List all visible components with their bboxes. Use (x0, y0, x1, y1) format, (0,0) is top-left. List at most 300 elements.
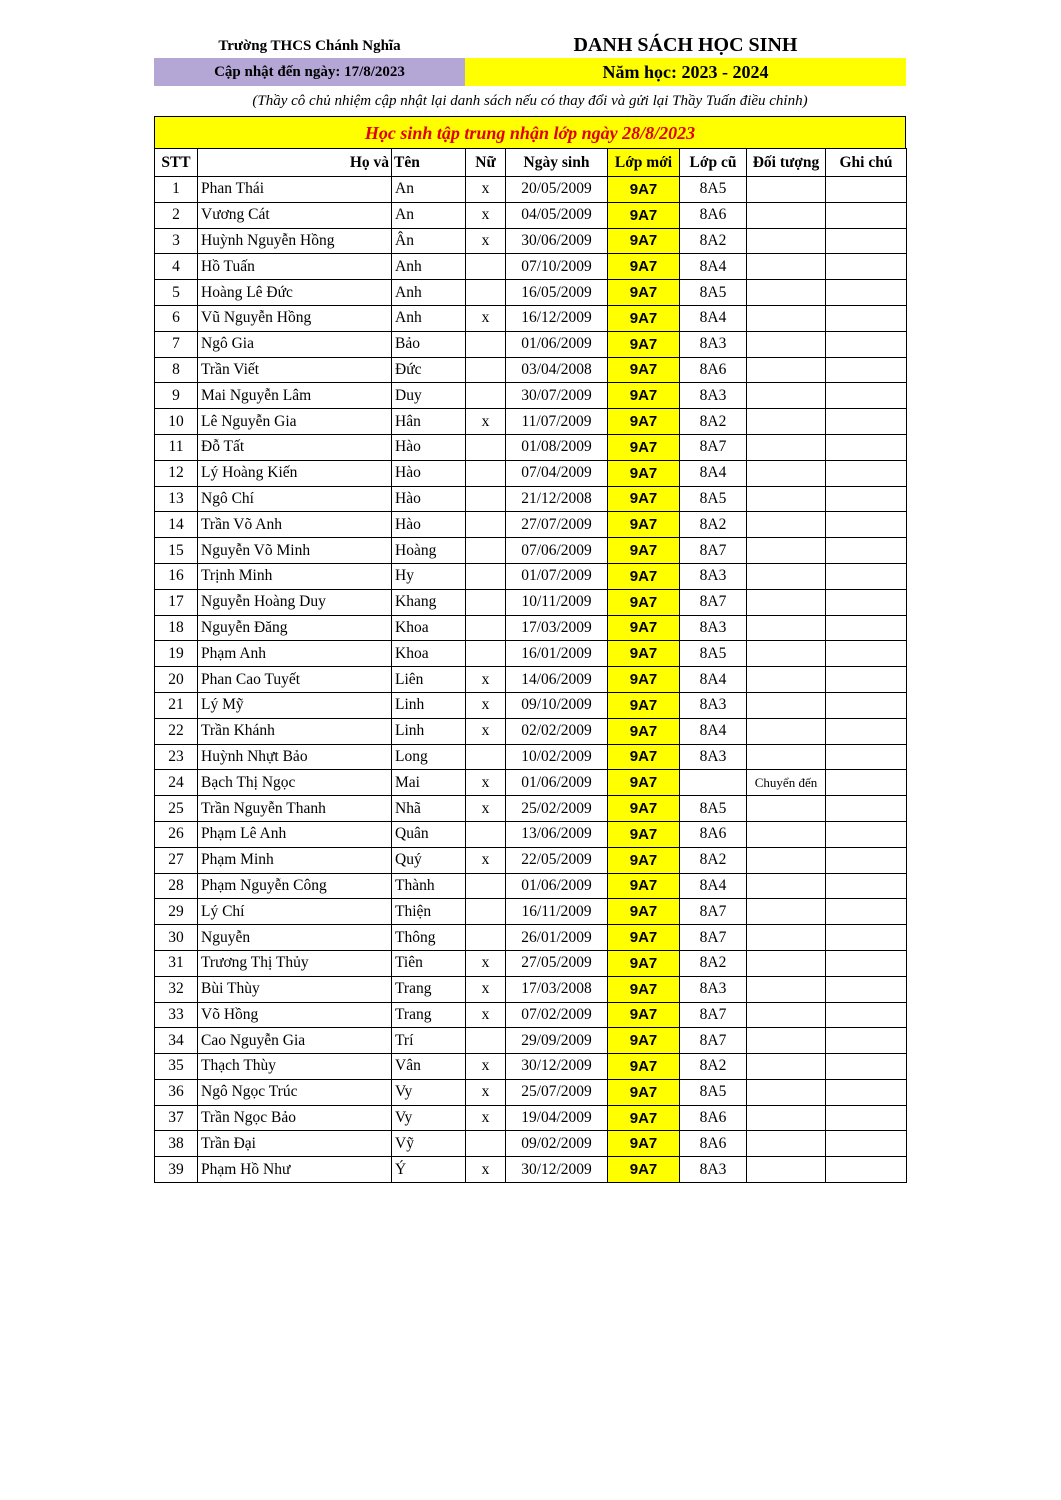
cell-nu (466, 434, 506, 460)
cell-doituong (747, 409, 826, 435)
cell-lopmoi: 9A7 (608, 1157, 680, 1183)
cell-nu: x (466, 202, 506, 228)
table-header-row (155, 149, 907, 177)
table-row (155, 563, 907, 589)
cell-ngaysinh: 30/12/2009 (506, 1054, 608, 1080)
cell-stt: 3 (155, 228, 198, 254)
cell-lopmoi: 9A7 (608, 563, 680, 589)
cell-ghichu (826, 796, 907, 822)
cell-doituong (747, 796, 826, 822)
cell-ho: Trần Ngọc Bảo (198, 1105, 392, 1131)
cell-lopcu: 8A2 (680, 228, 747, 254)
cell-ten: Khoa (392, 641, 466, 667)
table-row (155, 615, 907, 641)
cell-ho: Phạm Nguyễn Công (198, 873, 392, 899)
cell-ho: Lý Chí (198, 899, 392, 925)
cell-lopmoi: 9A7 (608, 1131, 680, 1157)
cell-lopcu: 8A6 (680, 1131, 747, 1157)
cell-ngaysinh: 09/02/2009 (506, 1131, 608, 1157)
cell-lopmoi: 9A7 (608, 357, 680, 383)
cell-ho: Phạm Minh (198, 847, 392, 873)
cell-ho: Lý Mỹ (198, 692, 392, 718)
cell-ngaysinh: 20/05/2009 (506, 177, 608, 203)
cell-doituong (747, 1002, 826, 1028)
cell-doituong (747, 177, 826, 203)
cell-lopmoi: 9A7 (608, 615, 680, 641)
col-header-ghichu: Ghi chú (826, 149, 907, 177)
cell-doituong (747, 744, 826, 770)
cell-nu (466, 512, 506, 538)
cell-ho: Huỳnh Nguyễn Hồng (198, 228, 392, 254)
cell-ho: Cao Nguyễn Gia (198, 1028, 392, 1054)
cell-lopcu: 8A4 (680, 873, 747, 899)
cell-nu: x (466, 718, 506, 744)
school-year: Năm học: 2023 - 2024 (465, 58, 906, 86)
cell-nu: x (466, 228, 506, 254)
cell-ghichu (826, 744, 907, 770)
cell-ho: Hồ Tuấn (198, 254, 392, 280)
cell-ngaysinh: 30/07/2009 (506, 383, 608, 409)
col-header-lopcu: Lớp cũ (680, 149, 747, 177)
table-row (155, 1028, 907, 1054)
cell-ghichu (826, 1105, 907, 1131)
cell-lopmoi: 9A7 (608, 667, 680, 693)
cell-doituong (747, 950, 826, 976)
cell-lopcu: 8A4 (680, 667, 747, 693)
cell-stt: 9 (155, 383, 198, 409)
cell-doituong (747, 1157, 826, 1183)
cell-ghichu (826, 770, 907, 796)
cell-lopmoi: 9A7 (608, 1002, 680, 1028)
cell-doituong (747, 1079, 826, 1105)
cell-ghichu (826, 177, 907, 203)
cell-ghichu (826, 280, 907, 306)
cell-ngaysinh: 04/05/2009 (506, 202, 608, 228)
cell-ho: Trịnh Minh (198, 563, 392, 589)
cell-lopcu: 8A3 (680, 744, 747, 770)
table-body (155, 177, 907, 1183)
cell-ten: Tiên (392, 950, 466, 976)
cell-lopcu: 8A6 (680, 1105, 747, 1131)
cell-lopmoi: 9A7 (608, 718, 680, 744)
cell-ten: Bảo (392, 331, 466, 357)
cell-lopcu: 8A2 (680, 512, 747, 538)
cell-ngaysinh: 17/03/2009 (506, 615, 608, 641)
cell-doituong (747, 434, 826, 460)
cell-doituong (747, 305, 826, 331)
cell-stt: 10 (155, 409, 198, 435)
table-row (155, 177, 907, 203)
cell-doituong (747, 589, 826, 615)
table-row (155, 976, 907, 1002)
cell-ghichu (826, 899, 907, 925)
table-row (155, 228, 907, 254)
cell-ghichu (826, 305, 907, 331)
cell-ho: Phạm Anh (198, 641, 392, 667)
cell-ngaysinh: 07/06/2009 (506, 538, 608, 564)
cell-lopmoi: 9A7 (608, 873, 680, 899)
cell-nu (466, 873, 506, 899)
cell-lopmoi: 9A7 (608, 1105, 680, 1131)
cell-ngaysinh: 01/08/2009 (506, 434, 608, 460)
cell-stt: 16 (155, 563, 198, 589)
header-row-2 (154, 58, 906, 86)
cell-lopmoi: 9A7 (608, 331, 680, 357)
cell-ho: Nguyễn Đăng (198, 615, 392, 641)
cell-lopcu: 8A7 (680, 899, 747, 925)
cell-ngaysinh: 25/02/2009 (506, 796, 608, 822)
cell-lopmoi: 9A7 (608, 821, 680, 847)
cell-ghichu (826, 1079, 907, 1105)
cell-ngaysinh: 17/03/2008 (506, 976, 608, 1002)
cell-ten: Mai (392, 770, 466, 796)
cell-ho: Đỗ Tất (198, 434, 392, 460)
cell-ngaysinh: 22/05/2009 (506, 847, 608, 873)
cell-stt: 8 (155, 357, 198, 383)
cell-doituong (747, 821, 826, 847)
table-row (155, 383, 907, 409)
cell-ngaysinh: 01/06/2009 (506, 770, 608, 796)
cell-ten: Thiện (392, 899, 466, 925)
cell-ghichu (826, 1131, 907, 1157)
cell-stt: 4 (155, 254, 198, 280)
table-row (155, 821, 907, 847)
cell-nu: x (466, 1105, 506, 1131)
cell-lopmoi: 9A7 (608, 177, 680, 203)
cell-doituong (747, 847, 826, 873)
cell-stt: 11 (155, 434, 198, 460)
cell-ten: Đức (392, 357, 466, 383)
cell-lopcu: 8A2 (680, 847, 747, 873)
table-row (155, 254, 907, 280)
cell-ho: Bạch Thị Ngọc (198, 770, 392, 796)
cell-lopcu: 8A3 (680, 692, 747, 718)
col-header-nu: Nữ (466, 149, 506, 177)
cell-ghichu (826, 460, 907, 486)
cell-lopmoi: 9A7 (608, 976, 680, 1002)
cell-stt: 24 (155, 770, 198, 796)
cell-ghichu (826, 976, 907, 1002)
col-header-ho: Họ và (198, 149, 392, 177)
cell-doituong (747, 641, 826, 667)
cell-ten: Anh (392, 280, 466, 306)
table-row (155, 925, 907, 951)
cell-ghichu (826, 563, 907, 589)
table-row (155, 512, 907, 538)
cell-ten: Nhã (392, 796, 466, 822)
cell-lopcu: 8A2 (680, 950, 747, 976)
cell-ngaysinh: 13/06/2009 (506, 821, 608, 847)
cell-ghichu (826, 1157, 907, 1183)
cell-lopcu: 8A5 (680, 796, 747, 822)
cell-ten: Hào (392, 460, 466, 486)
cell-ngaysinh: 30/06/2009 (506, 228, 608, 254)
table-row (155, 847, 907, 873)
cell-ghichu (826, 589, 907, 615)
cell-lopcu: 8A3 (680, 331, 747, 357)
table-row (155, 692, 907, 718)
cell-lopcu: 8A3 (680, 563, 747, 589)
cell-doituong (747, 331, 826, 357)
cell-stt: 5 (155, 280, 198, 306)
cell-ho: Vương Cát (198, 202, 392, 228)
cell-ghichu (826, 409, 907, 435)
cell-ho: Trần Khánh (198, 718, 392, 744)
document-title: DANH SÁCH HỌC SINH (573, 33, 798, 56)
cell-nu: x (466, 847, 506, 873)
cell-doituong (747, 873, 826, 899)
cell-stt: 18 (155, 615, 198, 641)
cell-lopmoi: 9A7 (608, 228, 680, 254)
cell-stt: 15 (155, 538, 198, 564)
cell-doituong (747, 512, 826, 538)
cell-lopcu: 8A4 (680, 305, 747, 331)
cell-ghichu (826, 538, 907, 564)
cell-stt: 33 (155, 1002, 198, 1028)
cell-nu (466, 357, 506, 383)
cell-ten: Hào (392, 434, 466, 460)
table-row (155, 718, 907, 744)
cell-lopcu: 8A7 (680, 589, 747, 615)
cell-ngaysinh: 01/06/2009 (506, 331, 608, 357)
table-row (155, 1002, 907, 1028)
cell-ngaysinh: 07/04/2009 (506, 460, 608, 486)
cell-doituong (747, 383, 826, 409)
cell-ghichu (826, 228, 907, 254)
cell-nu: x (466, 409, 506, 435)
cell-nu (466, 925, 506, 951)
cell-stt: 32 (155, 976, 198, 1002)
cell-doituong (747, 460, 826, 486)
cell-ten: Duy (392, 383, 466, 409)
cell-ngaysinh: 26/01/2009 (506, 925, 608, 951)
cell-nu: x (466, 976, 506, 1002)
cell-lopcu: 8A7 (680, 925, 747, 951)
cell-lopcu: 8A5 (680, 641, 747, 667)
cell-stt: 21 (155, 692, 198, 718)
cell-ghichu (826, 615, 907, 641)
cell-doituong (747, 280, 826, 306)
cell-ten: Hào (392, 512, 466, 538)
cell-lopmoi: 9A7 (608, 770, 680, 796)
table-row (155, 1079, 907, 1105)
cell-ho: Võ Hồng (198, 1002, 392, 1028)
cell-doituong (747, 202, 826, 228)
cell-nu (466, 460, 506, 486)
cell-stt: 28 (155, 873, 198, 899)
cell-lopmoi: 9A7 (608, 512, 680, 538)
cell-ghichu (826, 718, 907, 744)
cell-nu (466, 280, 506, 306)
cell-ho: Nguyễn (198, 925, 392, 951)
cell-lopmoi: 9A7 (608, 538, 680, 564)
cell-ten: Ân (392, 228, 466, 254)
cell-doituong (747, 1054, 826, 1080)
cell-ho: Phan Cao Tuyết (198, 667, 392, 693)
cell-ghichu (826, 202, 907, 228)
cell-stt: 12 (155, 460, 198, 486)
cell-ho: Hoàng Lê Đức (198, 280, 392, 306)
cell-stt: 19 (155, 641, 198, 667)
cell-ho: Phan Thái (198, 177, 392, 203)
cell-lopcu: 8A2 (680, 1054, 747, 1080)
cell-nu (466, 486, 506, 512)
cell-ho: Phạm Lê Anh (198, 821, 392, 847)
cell-lopcu: 8A4 (680, 254, 747, 280)
cell-ghichu (826, 925, 907, 951)
cell-ten: Hân (392, 409, 466, 435)
cell-nu: x (466, 305, 506, 331)
cell-ngaysinh: 29/09/2009 (506, 1028, 608, 1054)
cell-lopmoi: 9A7 (608, 847, 680, 873)
cell-ten: Hy (392, 563, 466, 589)
cell-ngaysinh: 16/12/2009 (506, 305, 608, 331)
cell-stt: 7 (155, 331, 198, 357)
cell-ghichu (826, 873, 907, 899)
cell-nu: x (466, 1157, 506, 1183)
cell-lopmoi: 9A7 (608, 434, 680, 460)
cell-lopcu: 8A3 (680, 615, 747, 641)
cell-doituong (747, 692, 826, 718)
cell-lopcu: 8A3 (680, 976, 747, 1002)
col-header-lopmoi: Lớp mới (608, 149, 680, 177)
col-header-stt: STT (155, 149, 198, 177)
cell-lopmoi: 9A7 (608, 950, 680, 976)
cell-ten: Trí (392, 1028, 466, 1054)
table-row (155, 1054, 907, 1080)
cell-ho: Trần Viết (198, 357, 392, 383)
cell-lopmoi: 9A7 (608, 1028, 680, 1054)
cell-doituong (747, 976, 826, 1002)
assembly-banner: Học sinh tập trung nhận lớp ngày 28/8/2023 (154, 116, 906, 148)
table-row (155, 305, 907, 331)
cell-ho: Ngô Chí (198, 486, 392, 512)
cell-lopmoi: 9A7 (608, 899, 680, 925)
cell-ten: An (392, 177, 466, 203)
cell-doituong (747, 1105, 826, 1131)
cell-ho: Lê Nguyễn Gia (198, 409, 392, 435)
table-row (155, 744, 907, 770)
cell-lopcu: 8A7 (680, 434, 747, 460)
cell-nu: x (466, 1054, 506, 1080)
table-row (155, 331, 907, 357)
instruction-note: (Thầy cô chủ nhiệm cập nhật lại danh sách nếu có thay đổi và gửi lại Thầy Tuấn điều chỉnh) (252, 93, 808, 109)
table-row (155, 486, 907, 512)
cell-ho: Phạm Hồ Như (198, 1157, 392, 1183)
cell-ho: Bùi Thùy (198, 976, 392, 1002)
cell-nu (466, 254, 506, 280)
cell-doituong (747, 228, 826, 254)
cell-nu: x (466, 770, 506, 796)
cell-ho: Mai Nguyễn Lâm (198, 383, 392, 409)
cell-ngaysinh: 27/05/2009 (506, 950, 608, 976)
cell-ngaysinh: 03/04/2008 (506, 357, 608, 383)
cell-ten: Linh (392, 692, 466, 718)
cell-ten: Trang (392, 976, 466, 1002)
cell-stt: 38 (155, 1131, 198, 1157)
cell-ngaysinh: 16/11/2009 (506, 899, 608, 925)
cell-nu (466, 538, 506, 564)
table-row (155, 899, 907, 925)
cell-ngaysinh: 07/10/2009 (506, 254, 608, 280)
cell-ngaysinh: 16/05/2009 (506, 280, 608, 306)
cell-nu (466, 331, 506, 357)
cell-ten: Khoa (392, 615, 466, 641)
cell-doituong (747, 563, 826, 589)
cell-ngaysinh: 02/02/2009 (506, 718, 608, 744)
cell-ghichu (826, 692, 907, 718)
cell-stt: 2 (155, 202, 198, 228)
cell-nu (466, 589, 506, 615)
cell-stt: 27 (155, 847, 198, 873)
updated-date: Cập nhật đến ngày: 17/8/2023 (154, 58, 465, 86)
cell-ten: Vân (392, 1054, 466, 1080)
cell-lopmoi: 9A7 (608, 460, 680, 486)
cell-lopcu: 8A5 (680, 280, 747, 306)
cell-doituong: Chuyển đến (747, 770, 826, 796)
table-row (155, 409, 907, 435)
student-list-sheet (154, 30, 906, 1183)
cell-nu: x (466, 1079, 506, 1105)
cell-nu (466, 1131, 506, 1157)
cell-ten: Vy (392, 1105, 466, 1131)
cell-nu: x (466, 692, 506, 718)
cell-lopmoi: 9A7 (608, 305, 680, 331)
cell-nu (466, 744, 506, 770)
cell-stt: 31 (155, 950, 198, 976)
cell-nu (466, 615, 506, 641)
cell-ngaysinh: 14/06/2009 (506, 667, 608, 693)
col-header-doituong: Đối tượng (747, 149, 826, 177)
cell-doituong (747, 1028, 826, 1054)
cell-ho: Huỳnh Nhựt Bảo (198, 744, 392, 770)
cell-lopmoi: 9A7 (608, 1054, 680, 1080)
cell-ten: Anh (392, 305, 466, 331)
cell-stt: 23 (155, 744, 198, 770)
cell-ghichu (826, 1054, 907, 1080)
cell-ghichu (826, 254, 907, 280)
cell-ho: Nguyễn Hoàng Duy (198, 589, 392, 615)
cell-lopcu: 8A6 (680, 202, 747, 228)
cell-stt: 29 (155, 899, 198, 925)
cell-ghichu (826, 847, 907, 873)
cell-stt: 34 (155, 1028, 198, 1054)
cell-ngaysinh: 09/10/2009 (506, 692, 608, 718)
cell-lopcu: 8A4 (680, 460, 747, 486)
cell-ngaysinh: 16/01/2009 (506, 641, 608, 667)
cell-lopcu (680, 770, 747, 796)
cell-ngaysinh: 11/07/2009 (506, 409, 608, 435)
cell-nu (466, 821, 506, 847)
cell-stt: 39 (155, 1157, 198, 1183)
cell-ngaysinh: 01/07/2009 (506, 563, 608, 589)
cell-ho: Ngô Ngọc Trúc (198, 1079, 392, 1105)
cell-lopmoi: 9A7 (608, 744, 680, 770)
cell-lopcu: 8A7 (680, 1028, 747, 1054)
cell-lopcu: 8A5 (680, 177, 747, 203)
cell-ho: Trần Võ Anh (198, 512, 392, 538)
cell-ngaysinh: 07/02/2009 (506, 1002, 608, 1028)
cell-lopmoi: 9A7 (608, 589, 680, 615)
cell-nu: x (466, 667, 506, 693)
header-row-1 (154, 30, 906, 58)
cell-ghichu (826, 950, 907, 976)
cell-ho: Thạch Thùy (198, 1054, 392, 1080)
cell-nu (466, 563, 506, 589)
cell-doituong (747, 718, 826, 744)
cell-ten: Vy (392, 1079, 466, 1105)
cell-lopmoi: 9A7 (608, 641, 680, 667)
